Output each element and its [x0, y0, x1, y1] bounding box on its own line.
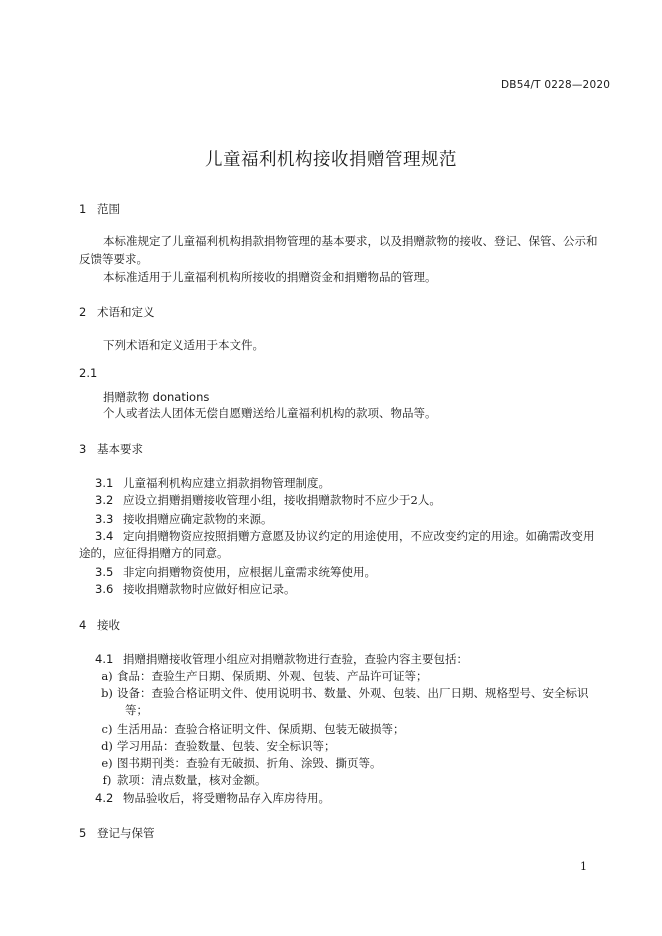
- clause-text: 应设立捐赠捐赠接收管理小组，接收捐赠款物时不应少于2人。: [123, 493, 441, 507]
- clause-text: 定向捐赠物资应按照捐赠方意愿及协议约定的用途使用，不应改变约定的用途。如确需改变用: [123, 529, 595, 543]
- section-heading-terms: [79, 304, 155, 320]
- clause-4-1: [95, 651, 468, 668]
- list-item-a: [97, 668, 428, 685]
- clause-4-2: [95, 790, 330, 807]
- clause-number: 3.3: [95, 512, 114, 526]
- clause-number: 4.2: [95, 791, 114, 805]
- list-item-c: [97, 721, 405, 738]
- section-number: 1: [79, 202, 87, 216]
- section-title: 接收: [97, 618, 120, 632]
- list-item-f: [97, 772, 267, 789]
- list-item-b-continued: 等；: [125, 703, 148, 717]
- paragraph-scope-1-continued: 反馈等要求。: [79, 252, 148, 266]
- page-number: 1: [580, 860, 587, 873]
- terms-intro: 下列术语和定义适用于本文件。: [103, 338, 264, 352]
- paragraph-scope-1: 本标准规定了儿童福利机构捐款捐物管理的基本要求，以及捐赠款物的接收、登记、保管、公示和: [103, 234, 598, 248]
- section-number: 2: [79, 305, 87, 319]
- section-number: 3: [79, 442, 87, 456]
- clause-3-5: [95, 564, 376, 581]
- term-number: 2.1: [79, 366, 98, 380]
- list-item-d: [97, 738, 336, 755]
- list-letter: a): [101, 669, 113, 683]
- list-text: 食品：查验生产日期、保质期、外观、包装、产品许可证等；: [117, 669, 428, 683]
- paragraph-scope-2: 本标准适用于儿童福利机构所接收的捐赠资金和捐赠物品的管理。: [103, 270, 437, 284]
- section-heading-basic-requirements: [79, 441, 143, 457]
- clause-number: 3.6: [95, 582, 114, 596]
- list-letter: b): [101, 686, 113, 700]
- section-number: 4: [79, 618, 87, 632]
- list-text: 学习用品：查验数量、包装、安全标识等；: [117, 739, 336, 753]
- document-title: 儿童福利机构接收捐赠管理规范: [205, 150, 457, 170]
- list-letter: d): [101, 739, 113, 753]
- clause-3-4: [95, 528, 595, 545]
- term-name: 捐赠款物 donations: [103, 390, 210, 404]
- section-heading-registration: [79, 825, 155, 841]
- clause-text: 非定向捐赠物资使用，应根据儿童需求统筹使用。: [123, 565, 376, 579]
- section-heading-scope: [79, 201, 120, 217]
- clause-3-6: [95, 581, 296, 598]
- list-letter: f): [102, 773, 112, 787]
- list-letter: c): [101, 722, 113, 736]
- clause-3-1: [95, 475, 330, 492]
- clause-3-3: [95, 511, 273, 528]
- list-text: 款项：清点数量，核对金额。: [117, 773, 267, 787]
- clause-number: 3.1: [95, 476, 114, 490]
- clause-text: 捐赠捐赠接收管理小组应对捐赠款物进行查验，查验内容主要包括：: [123, 652, 468, 666]
- list-letter: e): [101, 756, 113, 770]
- list-item-b: [97, 685, 589, 702]
- section-title: 登记与保管: [97, 826, 155, 840]
- clause-number: 3.2: [95, 493, 114, 507]
- term-definition: 个人或者法人团体无偿自愿赠送给儿童福利机构的款项、物品等。: [103, 406, 437, 420]
- clause-text: 儿童福利机构应建立捐款捐物管理制度。: [123, 476, 330, 490]
- list-text: 图书期刊类：查验有无破损、折角、涂毁、撕页等。: [117, 756, 382, 770]
- section-number: 5: [79, 826, 87, 840]
- section-title: 术语和定义: [97, 305, 155, 319]
- clause-text: 接收捐赠应确定款物的来源。: [123, 512, 273, 526]
- clause-number: 3.5: [95, 565, 114, 579]
- list-text: 设备：查验合格证明文件、使用说明书、数量、外观、包装、出厂日期、规格型号、安全标识: [117, 686, 589, 700]
- list-text: 生活用品：查验合格证明文件、保质期、包装无破损等；: [117, 722, 405, 736]
- clause-text: 接收捐赠款物时应做好相应记录。: [123, 582, 296, 596]
- section-title: 范围: [97, 202, 120, 216]
- document-code: DB54/T 0228—2020: [501, 79, 611, 91]
- clause-text: 物品验收后，将受赠物品存入库房待用。: [123, 791, 330, 805]
- clause-number: 4.1: [95, 652, 114, 666]
- clause-3-4-continued: 途的，应征得捐赠方的同意。: [79, 546, 229, 560]
- clause-number: 3.4: [95, 529, 114, 543]
- list-item-e: [97, 755, 382, 772]
- section-title: 基本要求: [97, 442, 143, 456]
- clause-3-2: [95, 492, 441, 509]
- section-heading-receiving: [79, 617, 120, 633]
